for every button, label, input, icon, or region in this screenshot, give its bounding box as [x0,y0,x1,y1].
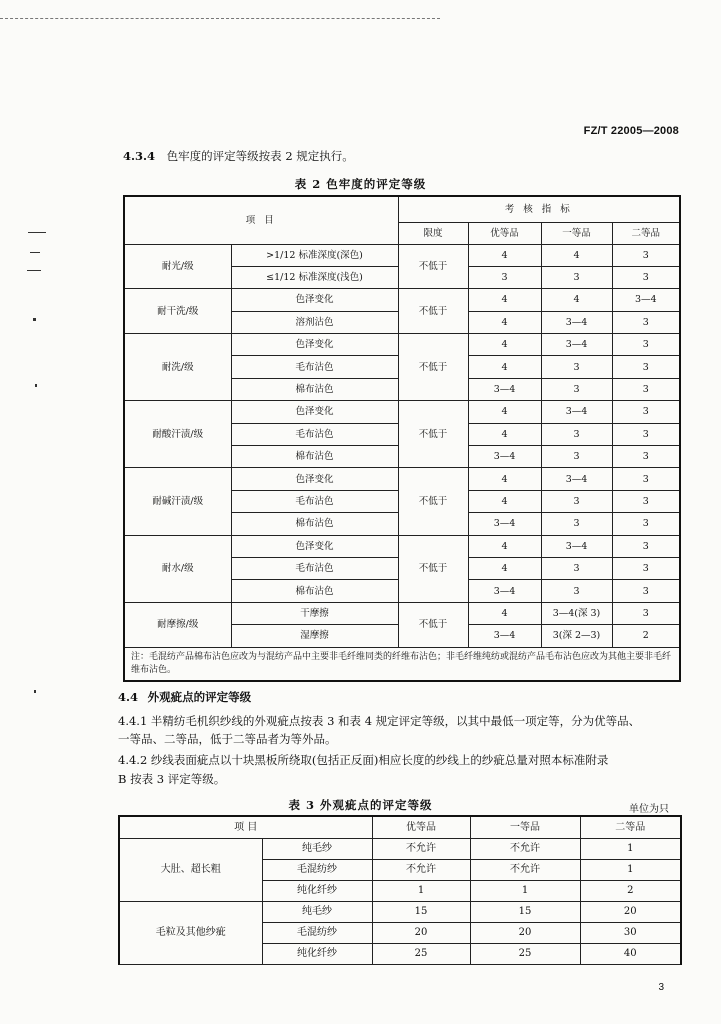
grade-second-value: 3 [612,446,680,468]
grade-first-value: 3—4 [541,311,612,333]
defect-item-name: 毛粒及其他纱疵 [119,901,262,964]
grade-second-value: 20 [580,901,681,922]
section-text: 色牢度的评定等级按表 2 规定执行。 [166,149,354,163]
colorfastness-table [123,195,681,682]
grade-premium-value: 20 [372,922,470,943]
test-item-name: 耐摩擦/级 [124,602,231,647]
table-row [124,401,680,423]
limit-cell: 不低于 [398,535,468,602]
header-grade-first: 一等品 [470,816,580,838]
test-item-name: 耐水/级 [124,535,231,602]
grade-second-value: 1 [580,838,681,859]
header-grade-second: 二等品 [580,816,681,838]
grade-second-value: 3 [612,244,680,266]
test-sub-item: 湿摩擦 [231,625,398,647]
yarn-type: 纯化纤纱 [262,880,372,901]
grade-premium-value: 4 [468,490,541,512]
section-4-4-1-line1: 4.4.1 半精纺毛机织纱线的外观疵点按表 3 和表 4 规定评定等级，以其中最低一项定等，分为优等品、 [118,714,641,728]
header-item: 项 目 [119,816,372,838]
grade-first-value: 4 [541,289,612,311]
grade-first-value: 3 [541,513,612,535]
test-item-name: 耐光/级 [124,244,231,289]
grade-second-value: 3 [612,580,680,602]
grade-second-value: 3 [612,423,680,445]
grade-premium-value: 4 [468,289,541,311]
limit-cell: 不低于 [398,289,468,334]
grade-first-value: 3(深 2—3) [541,625,612,647]
test-sub-item: 毛布沾色 [231,356,398,378]
grade-first-value: 3 [541,490,612,512]
grade-second-value: 3 [612,401,680,423]
grade-second-value: 3 [612,468,680,490]
test-sub-item: 色泽变化 [231,334,398,356]
test-sub-item: 色泽变化 [231,289,398,311]
grade-first-value: 3—4 [541,401,612,423]
test-sub-item: 毛布沾色 [231,423,398,445]
header-limit: 限度 [398,222,468,244]
section-4-3-4 [123,148,354,164]
table3-unit: 单位为只 [629,804,669,815]
yarn-type: 毛混纺纱 [262,859,372,880]
grade-premium-value: 3—4 [468,446,541,468]
grade-first-value: 3—4 [541,535,612,557]
header-grade-first: 一等品 [541,222,612,244]
grade-second-value: 40 [580,943,681,964]
grade-premium-value: 3—4 [468,625,541,647]
grade-second-value: 3 [612,535,680,557]
limit-cell: 不低于 [398,401,468,468]
test-sub-item: 棉布沾色 [231,513,398,535]
scan-mark [35,384,37,387]
scan-mark [30,252,40,253]
yarn-type: 毛混纺纱 [262,922,372,943]
grade-premium-value: 4 [468,468,541,490]
grade-first-value: 3 [541,356,612,378]
grade-premium-value: 15 [372,901,470,922]
test-sub-item: 色泽变化 [231,401,398,423]
grade-first-value: 25 [470,943,580,964]
page-number: 3 [658,982,664,993]
section-4-4-2-line2: B 按表 3 评定等级。 [118,772,226,786]
grade-premium-value: 不允许 [372,859,470,880]
section-4-4-2-line1: 4.4.2 纱线表面疵点以十块黑板所绕取(包括正反面)相应长度的纱线上的纱疵总量对照本标准附录 [118,753,609,767]
grade-second-value: 3 [612,490,680,512]
table-note: 注：毛混纺产品棉布沾色应改为与混纺产品中主要非毛纤维同类的纤维布沾色；非毛纤维纯纺或混纺产品毛布沾色应改为其他主要非毛纤维布沾色。 [124,647,680,681]
table-row [124,289,680,311]
grade-second-value: 30 [580,922,681,943]
grade-second-value: 3 [612,378,680,400]
test-item-name: 耐洗/级 [124,334,231,401]
grade-first-value: 不允许 [470,859,580,880]
grade-premium-value: 4 [468,535,541,557]
test-sub-item: >1/12 标准深度(深色) [231,244,398,266]
yarn-type: 纯毛纱 [262,901,372,922]
grade-first-value: 不允许 [470,838,580,859]
grade-premium-value: 25 [372,943,470,964]
grade-premium-value: 3—4 [468,513,541,535]
scan-mark [27,270,41,271]
table-row [124,334,680,356]
appearance-defect-table [118,815,682,965]
grade-premium-value: 4 [468,334,541,356]
grade-second-value: 3—4 [612,289,680,311]
table-row [124,535,680,557]
table3-caption: 表 3 外观疵点的评定等级 [288,798,433,812]
grade-second-value: 3 [612,602,680,624]
grade-first-value: 3 [541,423,612,445]
grade-first-value: 4 [541,244,612,266]
test-item-name: 耐干洗/级 [124,289,231,334]
test-sub-item: ≤1/12 标准深度(浅色) [231,266,398,288]
header-item: 项 目 [124,196,398,244]
limit-cell: 不低于 [398,244,468,289]
grade-first-value: 3 [541,557,612,579]
scan-mark [28,232,46,233]
table-header-row [119,816,681,838]
grade-first-value: 1 [470,880,580,901]
test-sub-item: 毛布沾色 [231,490,398,512]
grade-premium-value: 4 [468,311,541,333]
grade-premium-value: 1 [372,880,470,901]
test-sub-item: 棉布沾色 [231,580,398,602]
yarn-type: 纯毛纱 [262,838,372,859]
grade-first-value: 20 [470,922,580,943]
grade-first-value: 3 [541,378,612,400]
limit-cell: 不低于 [398,602,468,647]
test-sub-item: 色泽变化 [231,535,398,557]
grade-premium-value: 4 [468,401,541,423]
grade-second-value: 2 [580,880,681,901]
grade-first-value: 15 [470,901,580,922]
table-row [124,244,680,266]
grade-second-value: 3 [612,557,680,579]
section-4-4-heading [118,689,251,705]
limit-cell: 不低于 [398,334,468,401]
grade-premium-value: 3—4 [468,580,541,602]
table-row [119,838,681,859]
grade-second-value: 3 [612,266,680,288]
defect-item-name: 大肚、超长粗 [119,838,262,901]
grade-first-value: 3 [541,580,612,602]
grade-second-value: 3 [612,334,680,356]
grade-second-value: 3 [612,311,680,333]
grade-first-value: 3 [541,446,612,468]
section-4-4-1-line2: 一等品、二等品，低于二等品者为等外品。 [118,732,337,746]
table-row [124,468,680,490]
test-sub-item: 色泽变化 [231,468,398,490]
grade-first-value: 3 [541,266,612,288]
scan-mark [34,690,36,693]
table2-caption: 表 2 色牢度的评定等级 [294,177,427,191]
standard-code: FZ/T 22005—2008 [583,125,679,137]
grade-premium-value: 4 [468,356,541,378]
table-header-row [124,196,680,222]
section-number: 4.4 [118,690,139,704]
table-row [124,602,680,624]
yarn-type: 纯化纤纱 [262,943,372,964]
test-sub-item: 棉布沾色 [231,378,398,400]
grade-premium-value: 3 [468,266,541,288]
grade-premium-value: 4 [468,423,541,445]
section-number: 4.3.4 [123,149,156,163]
section-title: 外观疵点的评定等级 [147,690,252,704]
scan-mark [33,318,36,321]
grade-premium-value: 4 [468,244,541,266]
grade-first-value: 3—4(深 3) [541,602,612,624]
test-sub-item: 毛布沾色 [231,557,398,579]
grade-premium-value: 不允许 [372,838,470,859]
header-grade-premium: 优等品 [372,816,470,838]
grade-premium-value: 4 [468,602,541,624]
test-item-name: 耐碱汗渍/级 [124,468,231,535]
grade-second-value: 3 [612,356,680,378]
header-grade-second: 二等品 [612,222,680,244]
grade-premium-value: 4 [468,557,541,579]
test-sub-item: 棉布沾色 [231,446,398,468]
grade-premium-value: 3—4 [468,378,541,400]
test-sub-item: 干摩擦 [231,602,398,624]
grade-second-value: 1 [580,859,681,880]
grade-second-value: 3 [612,513,680,535]
test-item-name: 耐酸汗渍/级 [124,401,231,468]
header-grade-premium: 优等品 [468,222,541,244]
top-rule [0,18,440,19]
table-note-row [124,647,680,681]
table-row [119,901,681,922]
header-indicators: 考 核 指 标 [398,196,680,222]
test-sub-item: 溶剂沾色 [231,311,398,333]
grade-first-value: 3—4 [541,468,612,490]
grade-first-value: 3—4 [541,334,612,356]
limit-cell: 不低于 [398,468,468,535]
grade-second-value: 2 [612,625,680,647]
